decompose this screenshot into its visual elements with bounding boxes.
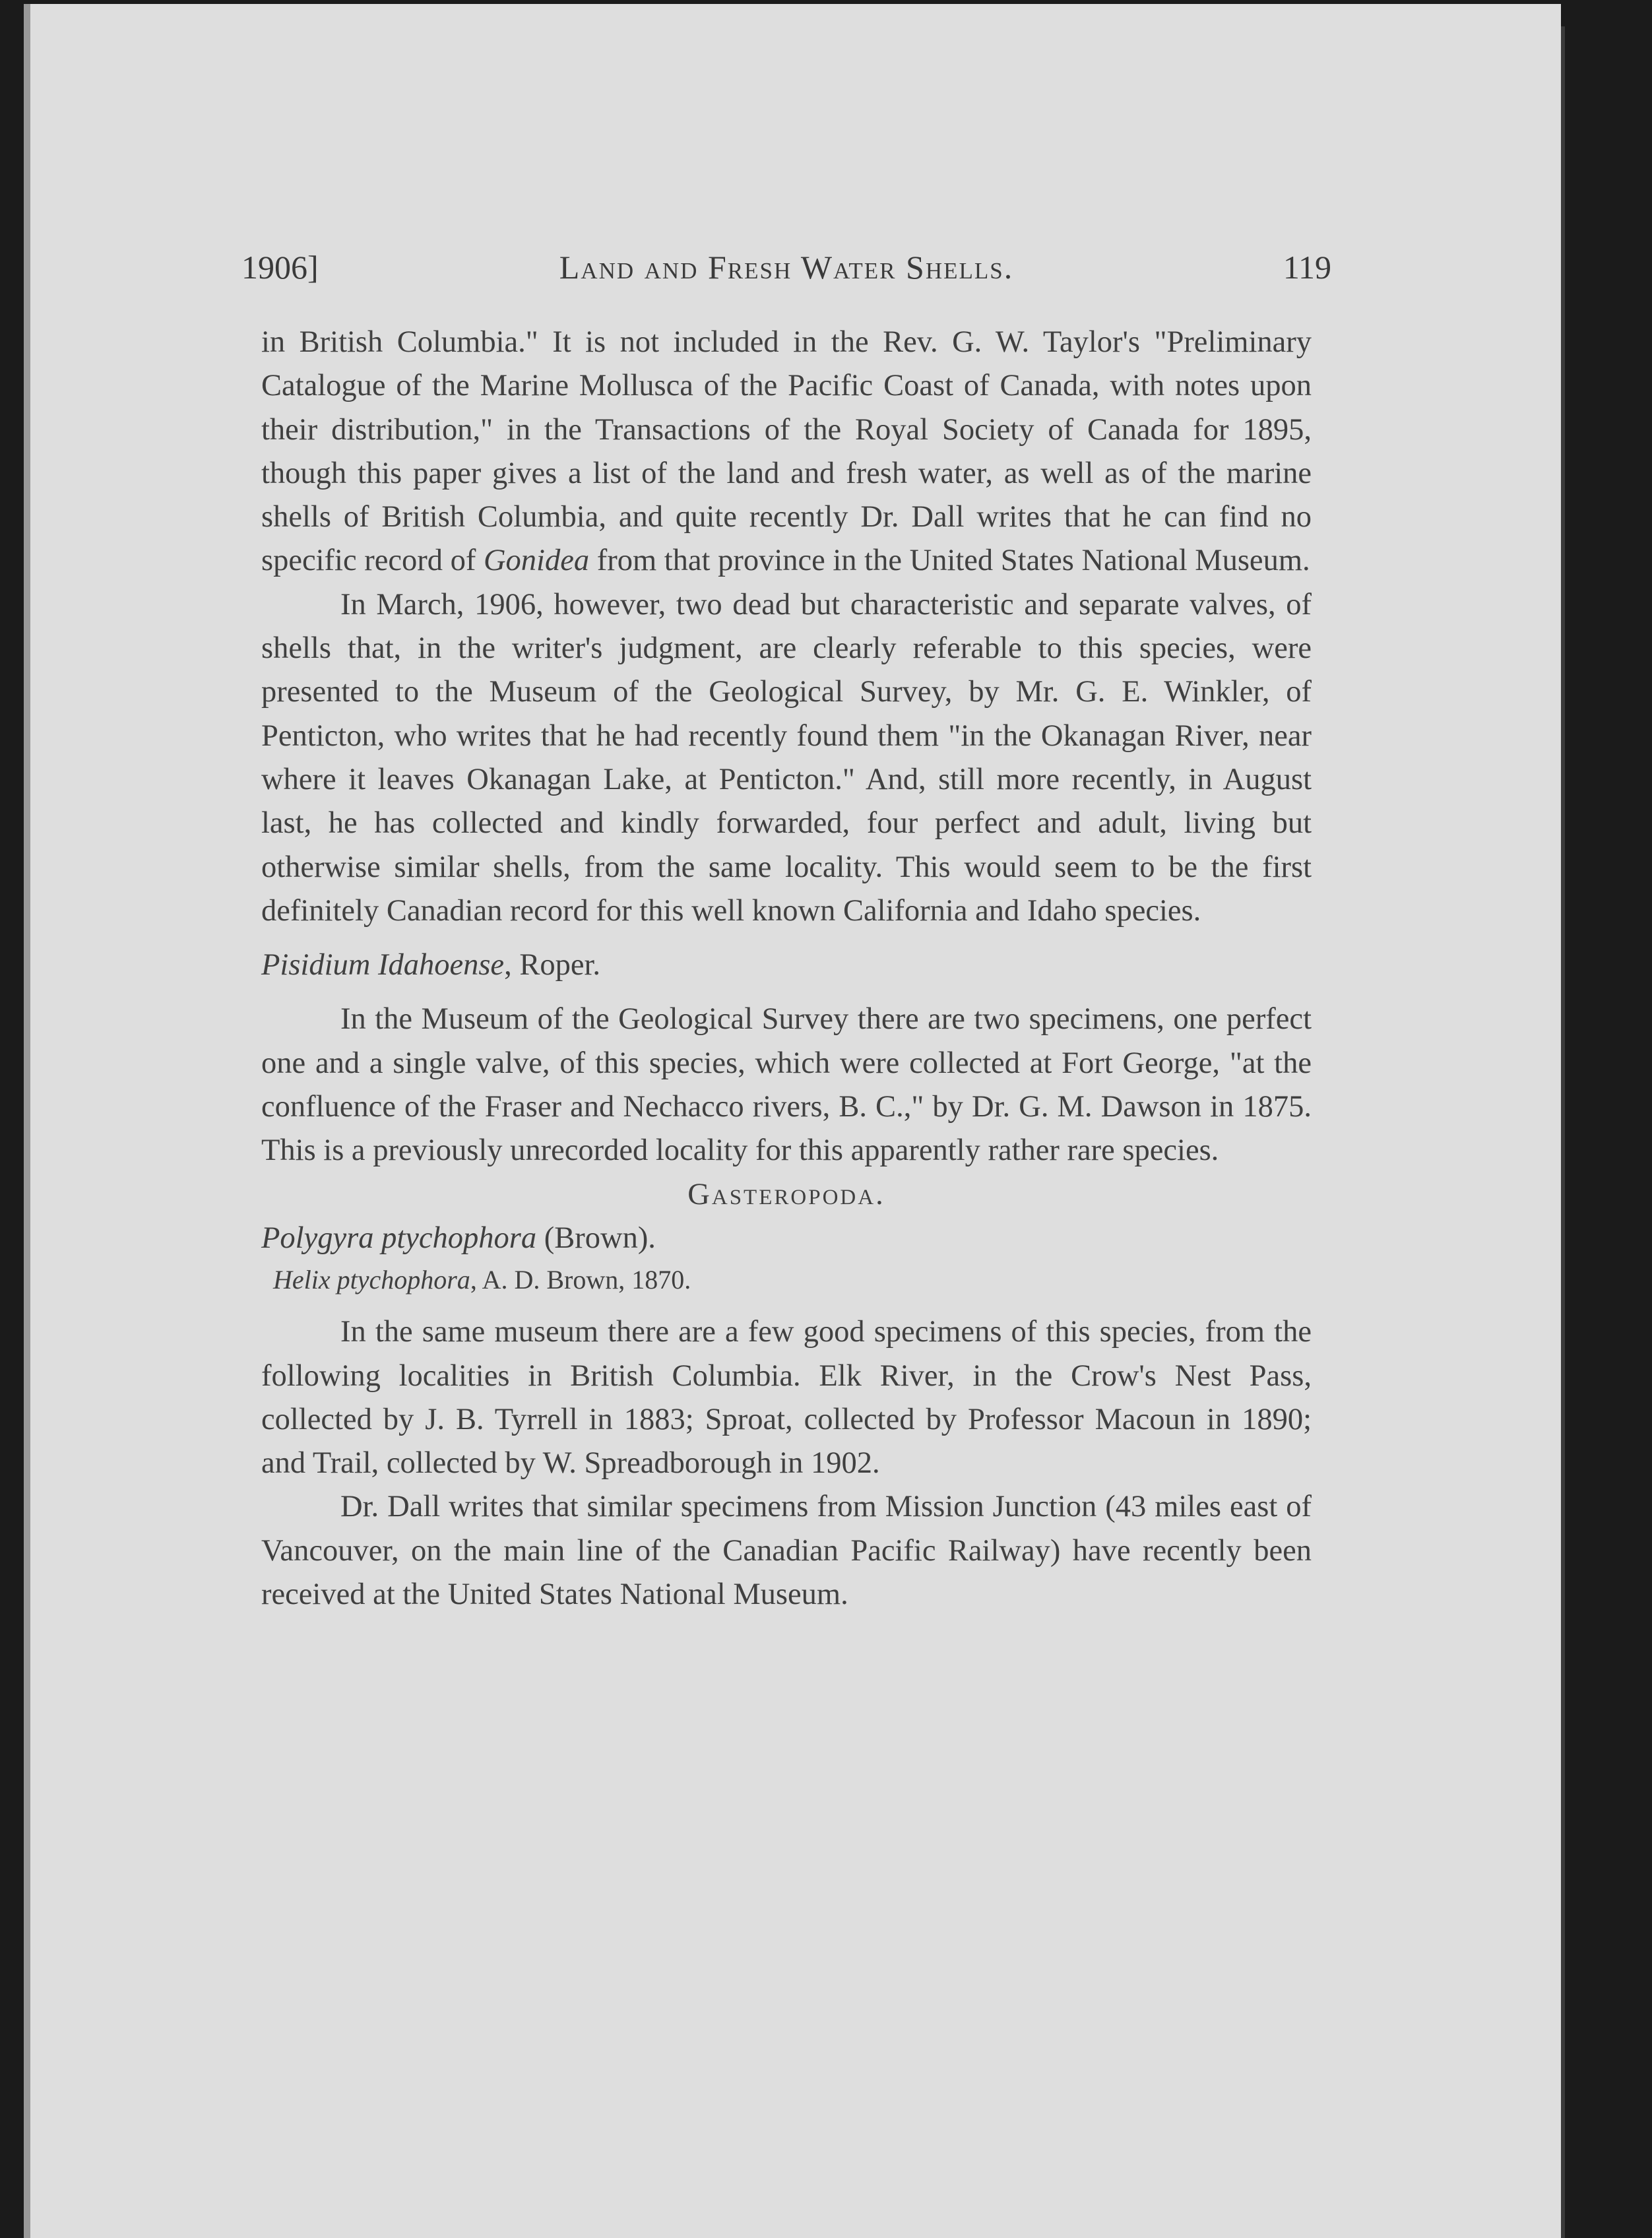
section-heading: Gasteropoda. <box>687 1177 885 1211</box>
header-title: Land and Fresh Water Shells. <box>559 249 1014 286</box>
paragraph-5: Dr. Dall writes that similar specimens from Mission Junction (43 miles east of Vancouver, on the main line of the Canadian Pacific Railway) have recently been received at the United States National Museum. <box>261 1490 1312 1612</box>
paragraph-2: In March, 1906, however, two dead but characteristic and separate valves, of shells that, in the writer's judgment, are clearly referable to this species, were presented to the Museum of the Geological Survey, by Mr. G. E. Winkler, of Penticton, who writes that he had recently found them "in the Okanagan River, near where it leaves Okanagan Lake, at Penticton." And, still more recently, in August last, he has collected and kindly forwarded, four perfect and adult, living but otherwise similar shells, from the same locality. This would seem to be the first definitely Canadian record for this well known California and Idaho species. <box>261 587 1312 928</box>
scanned-page <box>24 4 1561 2238</box>
species-heading-polygyra <box>261 1217 1312 1260</box>
species-author-pisidium: , Roper. <box>504 948 601 982</box>
synonym-line <box>273 1260 1312 1300</box>
paragraph-1-text: in British Columbia." It is not included in the Rev. G. W. Taylor's "Preliminary Catalogue of the Marine Mollusca of the Pacific Coast of Canada, with notes upon their distribution," in the Transactions of the Royal Society of Canada for 1895, though this paper gives a list of the land and fresh water, as well as of the marine shells of British Columbia, and quite recently Dr. Dall writes that he can find no specific record of <box>261 325 1312 578</box>
synonym-author: , A. D. Brown, 1870. <box>470 1265 691 1295</box>
species-name-polygyra: Polygyra ptychophora <box>261 1221 537 1255</box>
paragraph-1-end: from that province in the United States National Museum. <box>596 544 1310 578</box>
page-left-edge <box>24 4 30 2238</box>
synonym-name: Helix ptychophora <box>273 1265 470 1295</box>
species-heading-pisidium <box>261 943 1312 987</box>
paragraph-3: In the Museum of the Geological Survey there are two specimens, one perfect one and a single valve, of this species, which were collected at Fort George, "at the confluence of the Fraser and Nechacco rivers, B. C.," by Dr. G. M. Dawson in 1875. This is a previously unrecorded locality for this apparently rather rare species. <box>261 1002 1312 1168</box>
paragraph-1 <box>261 321 1312 583</box>
paragraph-4: In the same museum there are a few good specimens of this species, from the following localities in British Columbia. Elk River, in the Crow's Nest Pass, collected by J. B. Tyrrell in 1883; Sproat, collected by Professor Macoun in 1890; and Trail, collected by W. Spreadborough in 1902. <box>261 1315 1312 1481</box>
page-right-edge <box>1561 26 1565 2238</box>
page-body <box>261 321 1312 1616</box>
running-header <box>241 248 1331 288</box>
species-author-polygyra: (Brown). <box>536 1221 656 1255</box>
page-number: 119 <box>1283 249 1331 286</box>
genus-gonidea: Gonidea <box>483 544 590 578</box>
header-year: 1906] <box>241 249 319 286</box>
species-name-pisidium: Pisidium Idahoense <box>261 948 505 982</box>
